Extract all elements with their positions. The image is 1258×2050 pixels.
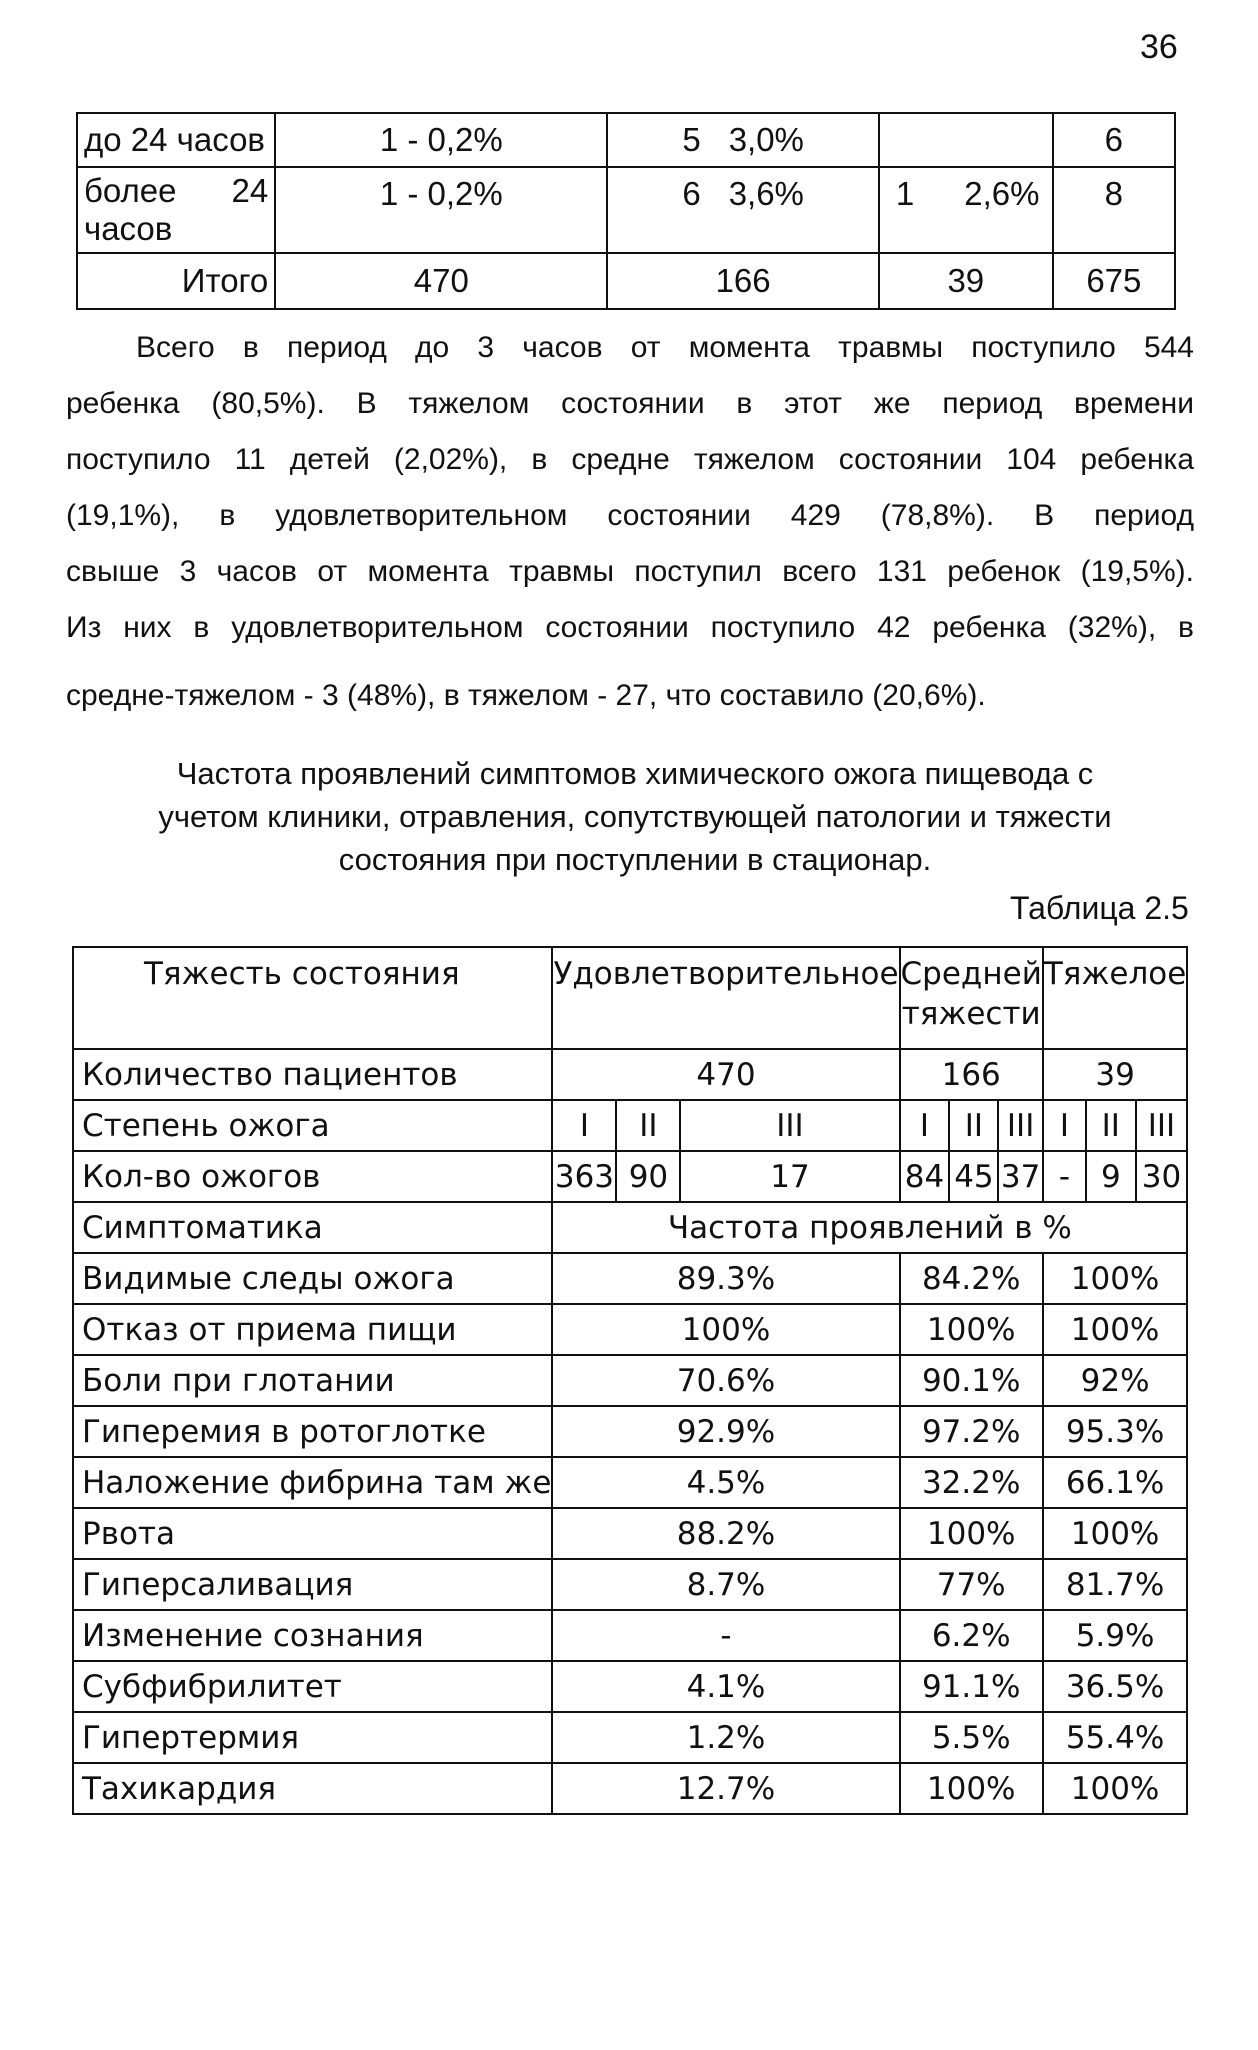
page-number: 36 <box>1140 28 1178 66</box>
row-label: Гиперсаливация <box>73 1559 552 1610</box>
cell-percent: 2,6% <box>964 175 1040 212</box>
table-cell: II <box>949 1100 998 1151</box>
table-cell: 100% <box>1043 1508 1187 1559</box>
cell-count: 6 <box>682 175 701 212</box>
table-cell: 363 <box>552 1151 616 1202</box>
body-paragraph <box>66 320 1194 722</box>
table-cell: 84.2% <box>900 1253 1043 1304</box>
table-cell: III <box>998 1100 1042 1151</box>
table-cell: 90 <box>616 1151 680 1202</box>
row-label: Субфибрилитет <box>73 1661 552 1712</box>
table-cell: 77% <box>900 1559 1043 1610</box>
table-cell: 37 <box>998 1151 1042 1202</box>
table-cell: 32.2% <box>900 1457 1043 1508</box>
table-row <box>73 1202 1187 1253</box>
table-cell <box>879 167 1053 253</box>
caption-line: Частота проявлений симптомов химического ожога пищевода с <box>176 756 1094 791</box>
table-cell: 30 <box>1136 1151 1188 1202</box>
table-cell: 95.3% <box>1043 1406 1187 1457</box>
header-severe: Тяжелое <box>1043 947 1187 1049</box>
table-cell: 4.5% <box>552 1457 899 1508</box>
table-row <box>73 1253 1187 1304</box>
table-row <box>73 1559 1187 1610</box>
paragraph-line: поступило 11 детей (2,02%), в средне тяжелом состоянии 104 ребенка <box>66 443 1194 476</box>
row-label-line: часов <box>84 210 173 247</box>
caption-line: состояния при поступлении в стационар. <box>338 842 932 877</box>
row-label-line: более 24 <box>84 172 269 209</box>
row-label: Количество пациентов <box>73 1049 552 1100</box>
table-row <box>73 1406 1187 1457</box>
row-label: Изменение сознания <box>73 1610 552 1661</box>
header-severity: Тяжесть состояния <box>73 947 552 1049</box>
table-row <box>73 1712 1187 1763</box>
header-line: тяжести <box>901 996 1041 1032</box>
header-moderate <box>900 947 1043 1049</box>
row-label: Рвота <box>73 1508 552 1559</box>
table-cell: 55.4% <box>1043 1712 1187 1763</box>
table-cell: 100% <box>900 1508 1043 1559</box>
table-row <box>73 1100 1187 1151</box>
table-cell: 92.9% <box>552 1406 899 1457</box>
row-label: Отказ от приема пищи <box>73 1304 552 1355</box>
table-cell: 81.7% <box>1043 1559 1187 1610</box>
table-row <box>73 1151 1187 1202</box>
table-cell: I <box>900 1100 950 1151</box>
table-row <box>73 1610 1187 1661</box>
table-cell: I <box>1043 1100 1086 1151</box>
table-cell: 17 <box>680 1151 899 1202</box>
table-cell <box>607 167 879 253</box>
table-cell: 1 - 0,2% <box>275 113 607 167</box>
table-cell: II <box>1086 1100 1136 1151</box>
table-row <box>73 1763 1187 1814</box>
row-label: Степень ожога <box>73 1100 552 1151</box>
table-cell: 6 <box>1053 113 1175 167</box>
table-cell: 1 - 0,2% <box>275 167 607 253</box>
table-cell: III <box>680 1100 899 1151</box>
top-table <box>76 112 1176 310</box>
table-cell: 88.2% <box>552 1508 899 1559</box>
table-caption <box>80 752 1190 881</box>
row-label: Боли при глотании <box>73 1355 552 1406</box>
table-cell: 100% <box>1043 1304 1187 1355</box>
table-cell: 100% <box>552 1304 899 1355</box>
table-cell: 675 <box>1053 253 1175 309</box>
table-cell: 5.5% <box>900 1712 1043 1763</box>
table-cell: 12.7% <box>552 1763 899 1814</box>
table-cell <box>879 113 1053 167</box>
symptoms-table <box>72 946 1188 1815</box>
table-row <box>77 113 1175 167</box>
table-cell: 39 <box>1043 1049 1187 1100</box>
table-cell: - <box>552 1610 899 1661</box>
table-cell: 70.6% <box>552 1355 899 1406</box>
row-label: Гиперемия в ротоглотке <box>73 1406 552 1457</box>
cell-count: 5 <box>682 121 701 158</box>
row-label: до 24 часов <box>77 113 275 167</box>
paragraph-line: средне-тяжелом - 3 (48%), в тяжелом - 27, что составило (20,6%). <box>66 679 986 712</box>
header-line: Средней <box>900 956 1042 992</box>
table-cell <box>607 113 879 167</box>
table-cell: 166 <box>607 253 879 309</box>
table-row <box>73 1355 1187 1406</box>
row-label: Гипертермия <box>73 1712 552 1763</box>
table-cell: 8.7% <box>552 1559 899 1610</box>
table-cell: 91.1% <box>900 1661 1043 1712</box>
row-label: Симптоматика <box>73 1202 552 1253</box>
table-cell: 8 <box>1053 167 1175 253</box>
cell-percent: 3,0% <box>728 121 804 158</box>
row-label: Тахикардия <box>73 1763 552 1814</box>
table-cell: 84 <box>900 1151 950 1202</box>
row-label: Кол-во ожогов <box>73 1151 552 1202</box>
table-row-total <box>77 253 1175 309</box>
caption-line: учетом клиники, отравления, сопутствующей патологии и тяжести <box>158 799 1112 834</box>
paragraph-line: Из них в удовлетворительном состоянии поступило 42 ребенка (32%), в <box>66 611 1194 644</box>
table-cell: 89.3% <box>552 1253 899 1304</box>
cell-percent: 3,6% <box>728 175 804 212</box>
table-cell: 45 <box>949 1151 998 1202</box>
table-row <box>73 1457 1187 1508</box>
row-label: Видимые следы ожога <box>73 1253 552 1304</box>
paragraph-line: Всего в период до 3 часов от момента травмы поступило 544 <box>136 331 1194 364</box>
row-label <box>77 167 275 253</box>
table-row <box>77 167 1175 253</box>
table-cell: 36.5% <box>1043 1661 1187 1712</box>
table-cell: 470 <box>552 1049 899 1100</box>
table-row <box>73 1049 1187 1100</box>
table-row <box>73 1508 1187 1559</box>
table-cell: 39 <box>879 253 1053 309</box>
table-cell: 5.9% <box>1043 1610 1187 1661</box>
table-cell: 4.1% <box>552 1661 899 1712</box>
paragraph-line: ребенка (80,5%). В тяжелом состоянии в этот же период времени <box>66 387 1194 420</box>
table-cell: 66.1% <box>1043 1457 1187 1508</box>
table-cell: 1.2% <box>552 1712 899 1763</box>
table-cell: 97.2% <box>900 1406 1043 1457</box>
table-cell: 100% <box>900 1763 1043 1814</box>
table-cell: 92% <box>1043 1355 1187 1406</box>
table-cell: - <box>1043 1151 1086 1202</box>
table-cell: 470 <box>275 253 607 309</box>
table-row <box>73 1661 1187 1712</box>
cell-count: 1 <box>895 175 915 212</box>
paragraph-line: (19,1%), в удовлетворительном состоянии 429 (78,8%). В период <box>66 499 1194 532</box>
table-cell: 6.2% <box>900 1610 1043 1661</box>
header-satisfactory: Удовлетворительное <box>552 947 899 1049</box>
paragraph-line: свыше 3 часов от момента травмы поступил всего 131 ребенок (19,5%). <box>66 555 1194 588</box>
table-label: Таблица 2.5 <box>1010 890 1189 926</box>
table-cell: Частота проявлений в % <box>552 1202 1187 1253</box>
table-cell: II <box>616 1100 680 1151</box>
table-row <box>73 1304 1187 1355</box>
table-cell: I <box>552 1100 616 1151</box>
table-cell: 100% <box>1043 1763 1187 1814</box>
table-cell: III <box>1136 1100 1188 1151</box>
table-cell: 100% <box>900 1304 1043 1355</box>
row-label: Итого <box>77 253 275 309</box>
table-header-row <box>73 947 1187 1049</box>
table-cell: 90.1% <box>900 1355 1043 1406</box>
row-label: Наложение фибрина там же <box>73 1457 552 1508</box>
table-cell: 166 <box>900 1049 1043 1100</box>
table-cell: 100% <box>1043 1253 1187 1304</box>
table-cell: 9 <box>1086 1151 1136 1202</box>
